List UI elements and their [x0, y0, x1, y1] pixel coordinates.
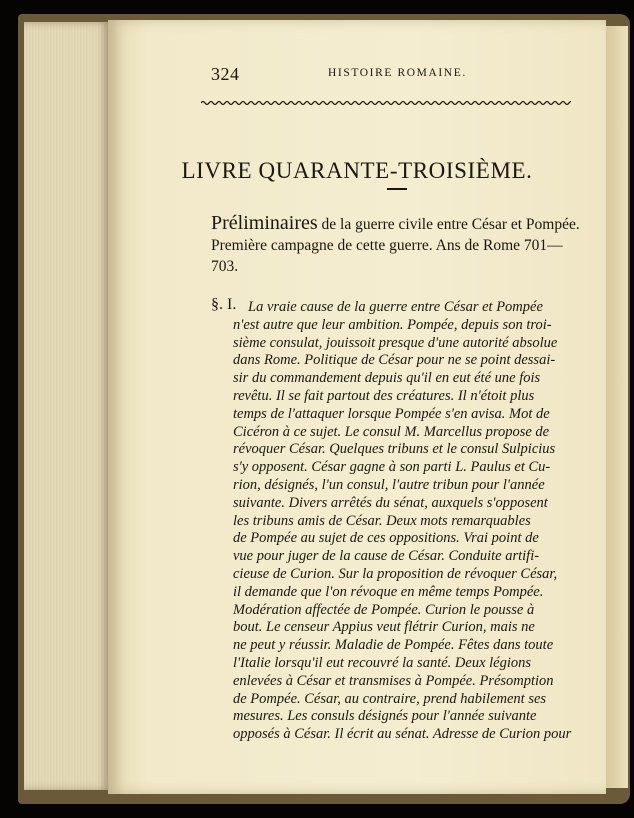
summary-line: de Pompée au sujet de ces oppositions. Vrai point de: [233, 530, 539, 547]
summary-line: dans Rome. Politique de César pour ne se point dessai-: [233, 352, 556, 369]
summary-line: revêtu. Il se fait partout des créatures. Il n'étoit plus: [233, 387, 535, 404]
title-dash: [387, 188, 407, 190]
running-head: [108, 64, 606, 86]
summary-line: ne peut y réussir. Maladie de Pompée. Fêtes dans toute: [233, 637, 554, 654]
book-page: [108, 20, 606, 794]
next-page-edge: [606, 26, 628, 788]
page-edges: [24, 22, 110, 790]
summary-line: cieuse de Curion. Sur la proposition de révoquer César,: [233, 565, 558, 582]
summary-body: [233, 299, 578, 744]
summary-line: vue pour juger de la cause de César. Conduite artifi-: [233, 548, 540, 565]
summary-line: l'Italie lorsqu'il eut recouvré la santé. Deux légions: [233, 654, 532, 671]
summary-heading-lead: Préliminaires: [211, 212, 318, 234]
summary-line: opposés à César. Il écrit au sénat. Adresse de Curion pour: [233, 726, 572, 743]
summary-line: mesures. Les consuls désignés pour l'année suivante: [233, 708, 537, 725]
page-number: 324: [211, 64, 240, 84]
summary-line: bout. Le censeur Appius veut flétrir Curion, mais ne: [233, 619, 535, 636]
summary-line: n'est autre que leur ambition. Pompée, depuis son troi-: [233, 316, 552, 333]
wavy-rule-ornament: [201, 100, 571, 106]
summary-line: Cicéron à ce sujet. Le consul M. Marcellus propose de: [233, 423, 550, 440]
summary-heading: [211, 213, 583, 277]
section-label: §. I.: [211, 296, 237, 313]
summary-line: rion, désignés, l'un consul, l'autre tribun pour l'année: [233, 476, 545, 493]
summary-line: révoquer César. Quelques tribuns et le consul Sulpicius: [233, 441, 556, 458]
summary-line: temps de l'attaquer lorsque Pompée s'en avisa. Mot de: [233, 405, 550, 422]
summary-line: enlevées à César et transmises à Pompée. Présomption: [233, 672, 554, 689]
running-title: HISTOIRE ROMAINE.: [328, 67, 467, 79]
summary-line: sième consulat, jouissoit presque d'une autorité absolue: [233, 334, 558, 351]
summary-line: sir du commandement depuis qu'il en eut été une fois: [233, 370, 541, 387]
summary-line: suivante. Divers arrêtés du sénat, auxquels s'opposent: [233, 494, 548, 511]
summary-line: il demande que l'on révoque en même temps Pompée.: [233, 583, 544, 600]
summary-line: La vraie cause de la guerre entre César et Pompée: [248, 299, 543, 315]
summary-heading-text: de la guerre civile entre César et Pompée. Première campagne de cette guerre. Ans de Rome 701—703.: [211, 216, 580, 275]
summary-line: Modération affectée de Pompée. Curion le pousse à: [233, 601, 535, 618]
summary-line: s'y opposent. César gagne à son parti L. Paulus et Cu-: [233, 459, 551, 476]
summary-line: de Pompée. César, au contraire, prend habilement ses: [233, 690, 547, 707]
book-title: LIVRE QUARANTE-TROISIÈME.: [181, 158, 533, 183]
summary-line: les tribuns amis de César. Deux mots remarquables: [233, 512, 531, 529]
